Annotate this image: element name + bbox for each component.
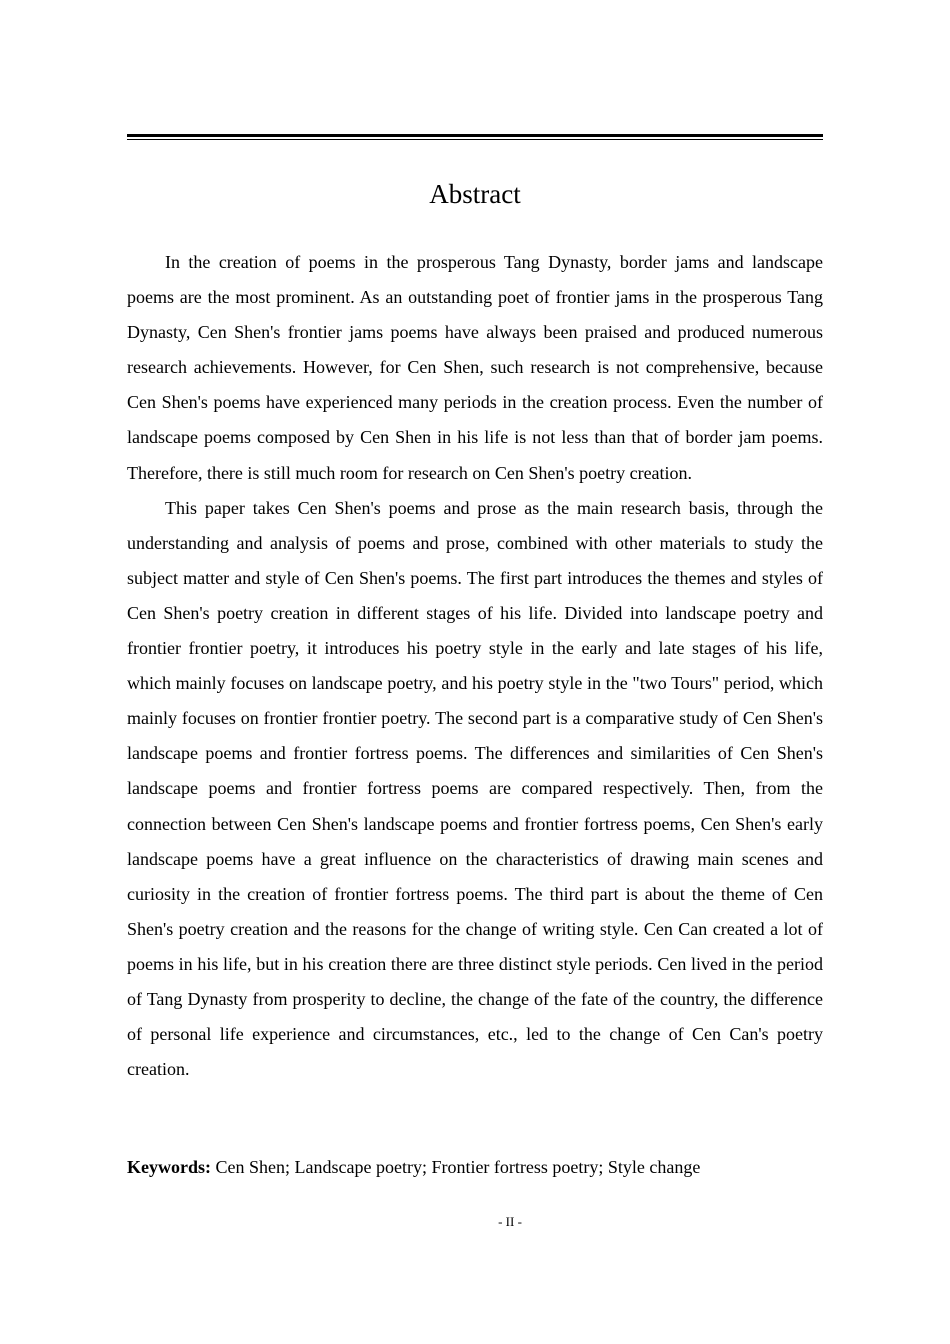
abstract-paragraph-2: This paper takes Cen Shen's poems and prose as the main research basis, through the understanding and analysis of poems and prose, combined with other materials to study the subject matter and style of Cen Shen's poems. The first part introduces the themes and styles of Cen Shen's poetry creation in different stages of his life. Divided into landscape poetry and frontier frontier poetry, it introduces his poetry style in the early and late stages of his life, which mainly focuses on landscape poetry, and his poetry style in the "two Tours" period, which mainly focuses on frontier frontier poetry. The second part is a comparative study of Cen Shen's landscape poems and frontier fortress poems. The differences and similarities of Cen Shen's landscape poems and frontier fortress poems are compared respectively. Then, from the connection between Cen Shen's landscape poems and frontier fortress poems, Cen Shen's early landscape poems have a great influence on the characteristics of drawing main scenes and curiosity in the creation of frontier fortress poems. The third part is about the theme of Cen Shen's poetry creation and the reasons for the change of writing style. Cen Can created a lot of poems in his life, but in his creation there are three distinct style periods. Cen lived in the period of Tang Dynasty from prosperity to decline, the change of the fate of the country, the difference of personal life experience and circumstances, etc., led to the change of Cen Can's poetry creation. [127, 497, 823, 1080]
page-number: - II - [498, 1214, 522, 1229]
abstract-paragraph-1: In the creation of poems in the prosperous Tang Dynasty, border jams and landscape poems are the most prominent. As an outstanding poet of frontier jams in the prosperous Tang Dynasty, Cen Shen's frontier jams poems have always been praised and produced numerous research achievements. However, for Cen Shen, such research is not comprehensive, because Cen Shen's poems have experienced many periods in the creation process. Even the number of landscape poems composed by Cen Shen in his life is not less than that of border jam poems. Therefore, there is still much room for research on Cen Shen's poetry creation. [127, 252, 823, 483]
keywords-text: Cen Shen; Landscape poetry; Frontier fortress poetry; Style change [215, 1157, 701, 1177]
abstract-body [127, 245, 823, 1087]
page-title: Abstract [429, 179, 521, 209]
keywords-label: Keywords: [127, 1157, 211, 1177]
header-rule-thin [127, 139, 823, 140]
keywords-line [127, 1151, 823, 1183]
header-rule-thick [127, 134, 823, 137]
